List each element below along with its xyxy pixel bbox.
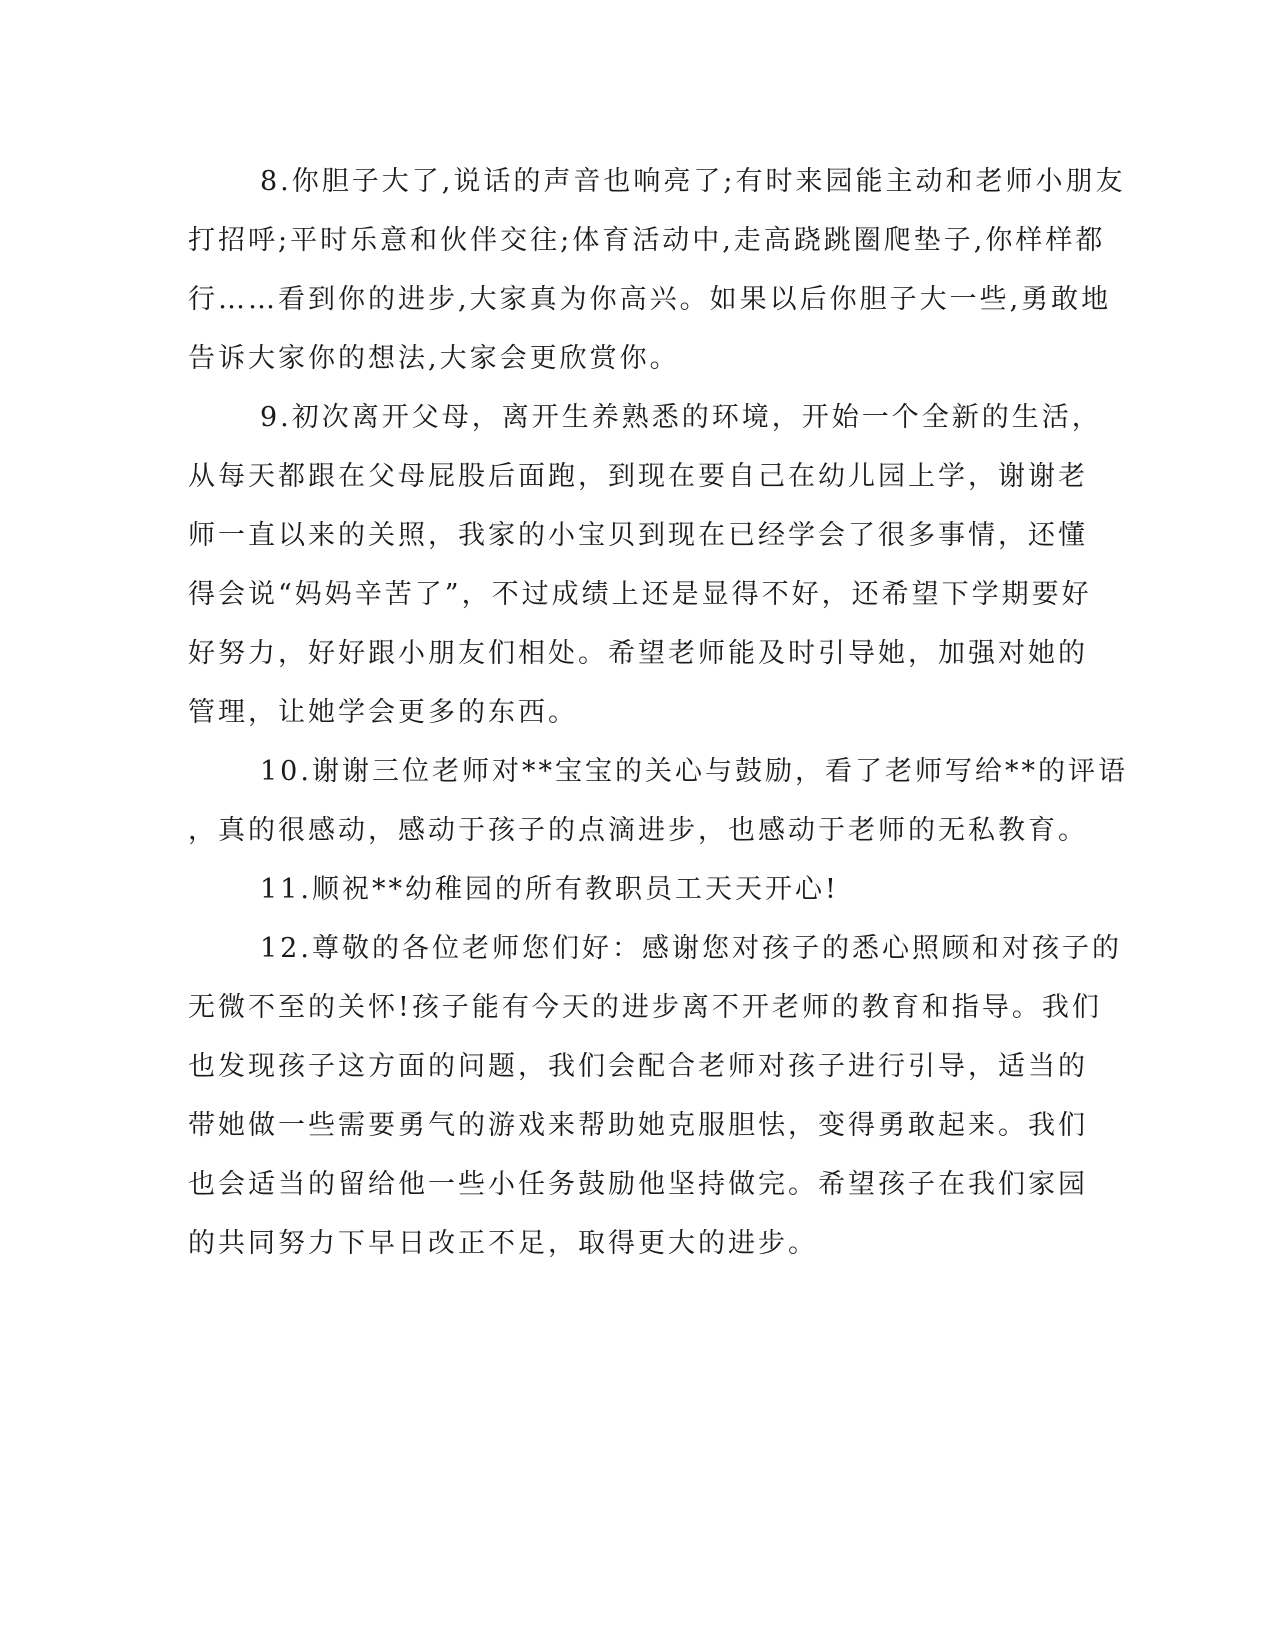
- paragraph-10-line-1: 10.谢谢三位老师对**宝宝的关心与鼓励，看了老师写给**的评语: [260, 756, 1128, 787]
- paragraph-8-line-2: 打招呼;平时乐意和伙伴交往;体育活动中,走高跷跳圈爬垫子,你样样都: [188, 225, 1106, 256]
- paragraph-8-line-1: 8.你胆子大了,说话的声音也响亮了;有时来园能主动和老师小朋友: [260, 166, 1126, 197]
- paragraph-9-line-2: 从每天都跟在父母屁股后面跑，到现在要自己在幼儿园上学，谢谢老: [188, 461, 1088, 492]
- paragraph-12-line-1: 12.尊敬的各位老师您们好：感谢您对孩子的悉心照顾和对孩子的: [260, 933, 1122, 964]
- paragraph-9-line-6: 管理，让她学会更多的东西。: [188, 697, 578, 728]
- paragraph-9-line-1: 9.初次离开父母，离开生养熟悉的环境，开始一个全新的生活，: [260, 402, 1102, 433]
- paragraph-8-line-4: 告诉大家你的想法,大家会更欣赏你。: [188, 343, 680, 374]
- paragraph-11-line-1: 11.顺祝**幼稚园的所有教职员工天天开心!: [260, 874, 839, 905]
- paragraph-12-line-3: 也发现孩子这方面的问题，我们会配合老师对孩子进行引导，适当的: [188, 1051, 1088, 1082]
- paragraph-9-line-3: 师一直以来的关照，我家的小宝贝到现在已经学会了很多事情，还懂: [188, 520, 1088, 551]
- paragraph-12-line-2: 无微不至的关怀!孩子能有今天的进步离不开老师的教育和指导。我们: [188, 992, 1102, 1023]
- paragraph-12-line-5: 也会适当的留给他一些小任务鼓励他坚持做完。希望孩子在我们家园: [188, 1169, 1088, 1200]
- paragraph-12-line-4: 带她做一些需要勇气的游戏来帮助她克服胆怯，变得勇敢起来。我们: [188, 1110, 1088, 1141]
- paragraph-12-line-6: 的共同努力下早日改正不足，取得更大的进步。: [188, 1228, 818, 1259]
- paragraph-9-line-4: 得会说“妈妈辛苦了”，不过成绩上还是显得不好，还希望下学期要好: [188, 579, 1092, 610]
- paragraph-8-line-3: 行……看到你的进步,大家真为你高兴。如果以后你胆子大一些,勇敢地: [188, 284, 1112, 315]
- paragraph-9-line-5: 好努力，好好跟小朋友们相处。希望老师能及时引导她，加强对她的: [188, 638, 1088, 669]
- paragraph-10-line-2: ，真的很感动，感动于孩子的点滴进步，也感动于老师的无私教育。: [188, 815, 1088, 846]
